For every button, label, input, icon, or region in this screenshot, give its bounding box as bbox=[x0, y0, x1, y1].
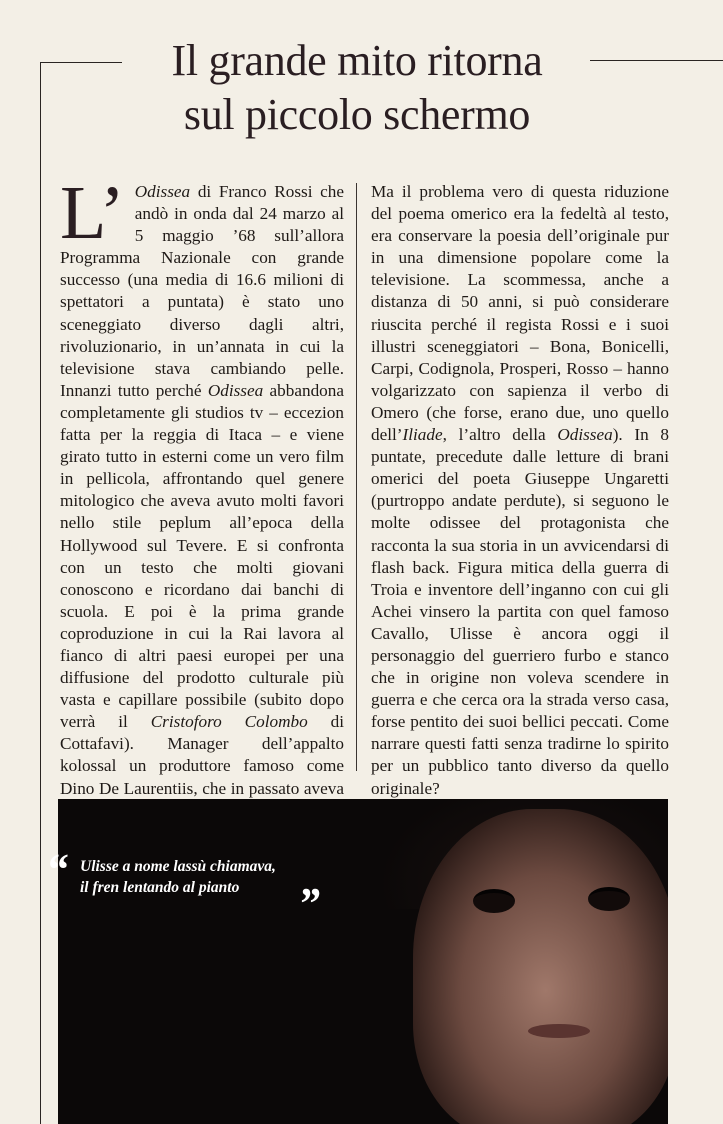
left-column-text-run: di Cottafavi). Manager dell’appalto kolossal un produttore famoso come Dino De Laurentiis, che in passato aveva bbox=[60, 712, 344, 798]
article-column-right bbox=[371, 181, 669, 800]
left-column-text-run: abbandona completamente gli studios tv – eccezion fatta per la reggia di Itaca – e viene girato tutto in esterni come un vero film in pellicola, affrontando quel genere mitologico che aveva avuto molti favori nello stile peplum all’epoca della Hollywood sul Tevere. E si confronta con un testo che molti giovani conoscono e ricordano dai banchi di scuola. E poi è la prima grande coproduzione in cui la Rai lavora al fianco di altri paesi europei per una diffusione del prodotto culturale più vasta e capillare possibile (subito dopo verrà il bbox=[60, 380, 344, 732]
rule-left-vertical bbox=[40, 62, 41, 1124]
left-column-text-run: di Franco Rossi che andò in onda dal 24 marzo al 5 maggio ’68 sull’allora Programma Nazionale con grande successo (una media di 16.6 milioni di spettatori a puntata) è stato uno sceneggiato diverso dagli altri, rivoluzionario, in un’annata in cui la televisione stava cambiando pelle. Innanzi tutto perché bbox=[60, 182, 344, 400]
rule-top-left bbox=[40, 62, 122, 63]
photo-face-shape bbox=[413, 809, 668, 1124]
pull-quote-line-1: Ulisse a nome lassù chiamava, bbox=[80, 858, 276, 875]
right-column-italic-title: Iliade bbox=[402, 425, 443, 445]
column-divider bbox=[356, 183, 357, 771]
article-column-left bbox=[60, 171, 344, 866]
left-column-text bbox=[60, 171, 344, 864]
left-column-italic-title: Cristoforo Colombo bbox=[150, 712, 308, 732]
right-column-italic-title: Odissea bbox=[557, 425, 613, 445]
right-column-text-run: ). In 8 puntate, precedute dalle letture di brani omerici del poeta Giuseppe Ungaretti (purtroppo andate perdute), si seguono le molte odissee del protagonista che racconta la sua storia in un avvicendarsi di flash back. Figura mitica della guerra di Troia e inventore dell’inganno con cui gli Achei vinsero la partita con quel famoso Cavallo, Ulisse è ancora oggi il personaggio del guerriero furbo e stanco che in origine non voleva scendere in guerra e che cerca ora la strada verso casa, forse pentito dei suoi bellici peccati. Come narrare questi fatti senza tradirne lo spirito per un pubblico tanto diverso da quello originale? bbox=[371, 425, 669, 798]
photo-eye-left bbox=[473, 889, 515, 913]
photo-eye-right bbox=[588, 887, 630, 911]
photo-portrait bbox=[58, 799, 668, 1124]
title-line-2: sul piccolo schermo bbox=[183, 90, 531, 139]
left-column-italic-title: Odissea bbox=[207, 380, 264, 400]
right-column-text bbox=[371, 182, 669, 798]
rule-top-right bbox=[590, 60, 723, 61]
right-column-text-run: Ma il problema vero di questa riduzione del poema omerico era la fedeltà al testo, era conservare la poesia dell’originale pur in una dimensione popolare come la televisione. La scommessa, anche a distanza di 50 anni, si può considerare riuscita perché il regista Rossi e i suoi illustri sceneggiatori – Bona, Bonicelli, Carpi, Codignola, Prosperi, Rosso – hanno volgarizzato con sapienza il verbo di Omero (che forse, erano due, uno quello dell’ bbox=[371, 182, 669, 445]
page-title bbox=[122, 34, 592, 142]
left-column-italic-title: Odissea bbox=[134, 182, 191, 201]
pull-quote-line-2: il fren lentando al pianto bbox=[80, 879, 240, 896]
quote-close-mark: ” bbox=[298, 879, 320, 928]
pull-quote bbox=[46, 845, 320, 928]
drop-cap: L’ bbox=[60, 171, 125, 255]
photo-mouth bbox=[528, 1024, 590, 1038]
quote-open-mark: “ bbox=[46, 845, 68, 894]
right-column-text-run: , l’altro della bbox=[442, 425, 558, 445]
title-line-1: Il grande mito ritorna bbox=[171, 36, 543, 85]
